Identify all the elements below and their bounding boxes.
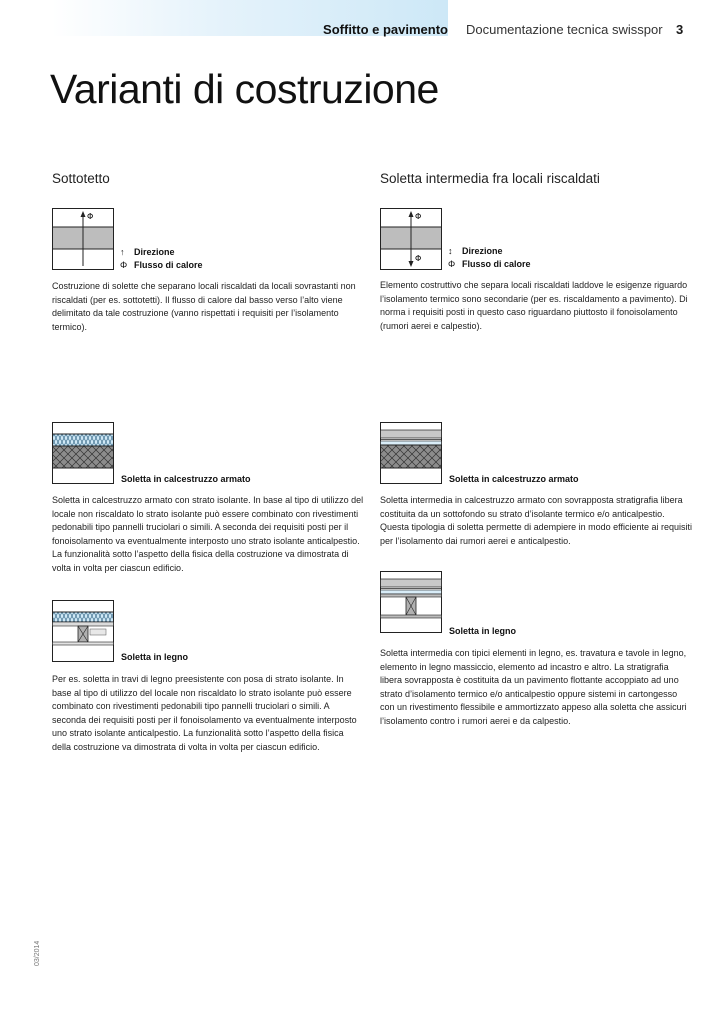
- diagram-bidirectional-heat-flow: [380, 208, 442, 270]
- left-intro-text: Costruzione di solette che separano locali riscaldati da locali sovrastanti non riscaldati (per es. sottotetti). Il flusso di calore dal basso verso l’alto viene delimitato da tale costruzione (vanno rispettati i requisiti per l’isolamento termico).: [52, 281, 356, 332]
- right-wood-text: Soletta intermedia con tipici elementi in legno, es. travatura e tavole in legno, elemento in legno massiccio, elemento ad incastro e altro. La stratigrafia libera sovrapposta è costituita da un pavimento flottante accoppiato ad uno strato d’isolamento termico e/o anticalpestio oppure sistemi in cartongesso con un rivestimento flessibile e ammortizzato appeso alla soletta che assicuri l’isolamento contro i rumori aerei e da calpestio.: [380, 648, 687, 726]
- arrow-up-icon: ↑: [120, 247, 125, 257]
- figure-concrete-slab-attic: [52, 422, 114, 484]
- phi-symbol: Φ: [87, 212, 94, 221]
- left-wood-caption: Soletta in legno: [121, 652, 189, 662]
- phi-icon: Φ: [120, 260, 128, 270]
- right-concrete-text: Soletta intermedia in calcestruzzo armato con sovrapposta stratigrafia libera costituita da un sottofondo su strato d’isolante termico e/o anticalpestio. Questa tipologia di soletta permette di adempiere in modo efficiente ai requisiti per l’isolamento dai rumori aerei e anticalpestio.: [380, 495, 693, 546]
- header-section-title: Soffitto e pavimento: [323, 22, 448, 37]
- left-concrete-caption: Soletta in calcestruzzo armato: [121, 474, 251, 484]
- left-heading: Sottotetto: [52, 171, 110, 186]
- page-number: 3: [676, 22, 684, 37]
- left-wood-text: Per es. soletta in travi di legno preesistente con posa di strato isolante. In base al tipo di utilizzo del locale non riscaldato lo strato isolante può essere combinato con rivestimenti pedonabili tipo pannelli truciolari o simili. A seconda dei requisiti posti per il fonoisolamento va eventualmente interposto uno strato isolante anticalpestio. La funzionalità sotto l’aspetto della fisica della costruzione va dimostrata di volta in volta per ciascun edificio.: [52, 674, 357, 752]
- page-title: Varianti di costruzione: [50, 66, 439, 112]
- diagram-upward-heat-flow: [52, 208, 114, 270]
- legend-heat-flow-label: Flusso di calore: [134, 260, 203, 270]
- right-concrete-caption: Soletta in calcestruzzo armato: [449, 474, 579, 484]
- legend-direction-label: Direzione: [134, 247, 175, 257]
- phi-icon: Φ: [448, 259, 456, 269]
- footer-date: 03/2014: [34, 940, 41, 966]
- left-concrete-text: Soletta in calcestruzzo armato con strato isolante. In base al tipo di utilizzo del locale non riscaldato lo strato isolante può essere combinato con rivestimenti pedonabili tipo pannelli truciolari o simili. A seconda dei requisiti posti per il fonoisolamento va eventualmente interposto uno strato isolante anticalpestio. La funzionalità sotto l’aspetto della fisica della costruzione va dimostrata di volta in volta per ciascun edificio.: [52, 495, 364, 573]
- legend-direction-label: Direzione: [462, 246, 503, 256]
- right-wood-caption: Soletta in legno: [449, 626, 517, 636]
- right-heading: Soletta intermedia fra locali riscaldati: [380, 171, 600, 186]
- right-intro-text: Elemento costruttivo che separa locali riscaldati laddove le esigenze riguardo l’isolamento termico sono secondarie (per es. riscaldamento a pavimento). Di norma i requisiti posti in questo caso riguardano piuttosto il fonoisolamento (rumori aerei e calpestio).: [380, 280, 688, 331]
- header-doc-title: Documentazione tecnica swisspor: [466, 22, 663, 37]
- figure-concrete-slab-intermediate: [380, 422, 442, 484]
- phi-symbol-bottom: Φ: [415, 254, 422, 263]
- legend-heat-flow-label: Flusso di calore: [462, 259, 531, 269]
- phi-symbol-top: Φ: [415, 212, 422, 221]
- figure-wood-slab-attic: [52, 600, 114, 662]
- left-legend: [120, 246, 203, 272]
- figure-wood-slab-intermediate: [380, 571, 442, 633]
- arrow-up-down-icon: ↕: [448, 246, 453, 256]
- right-legend: [448, 245, 531, 271]
